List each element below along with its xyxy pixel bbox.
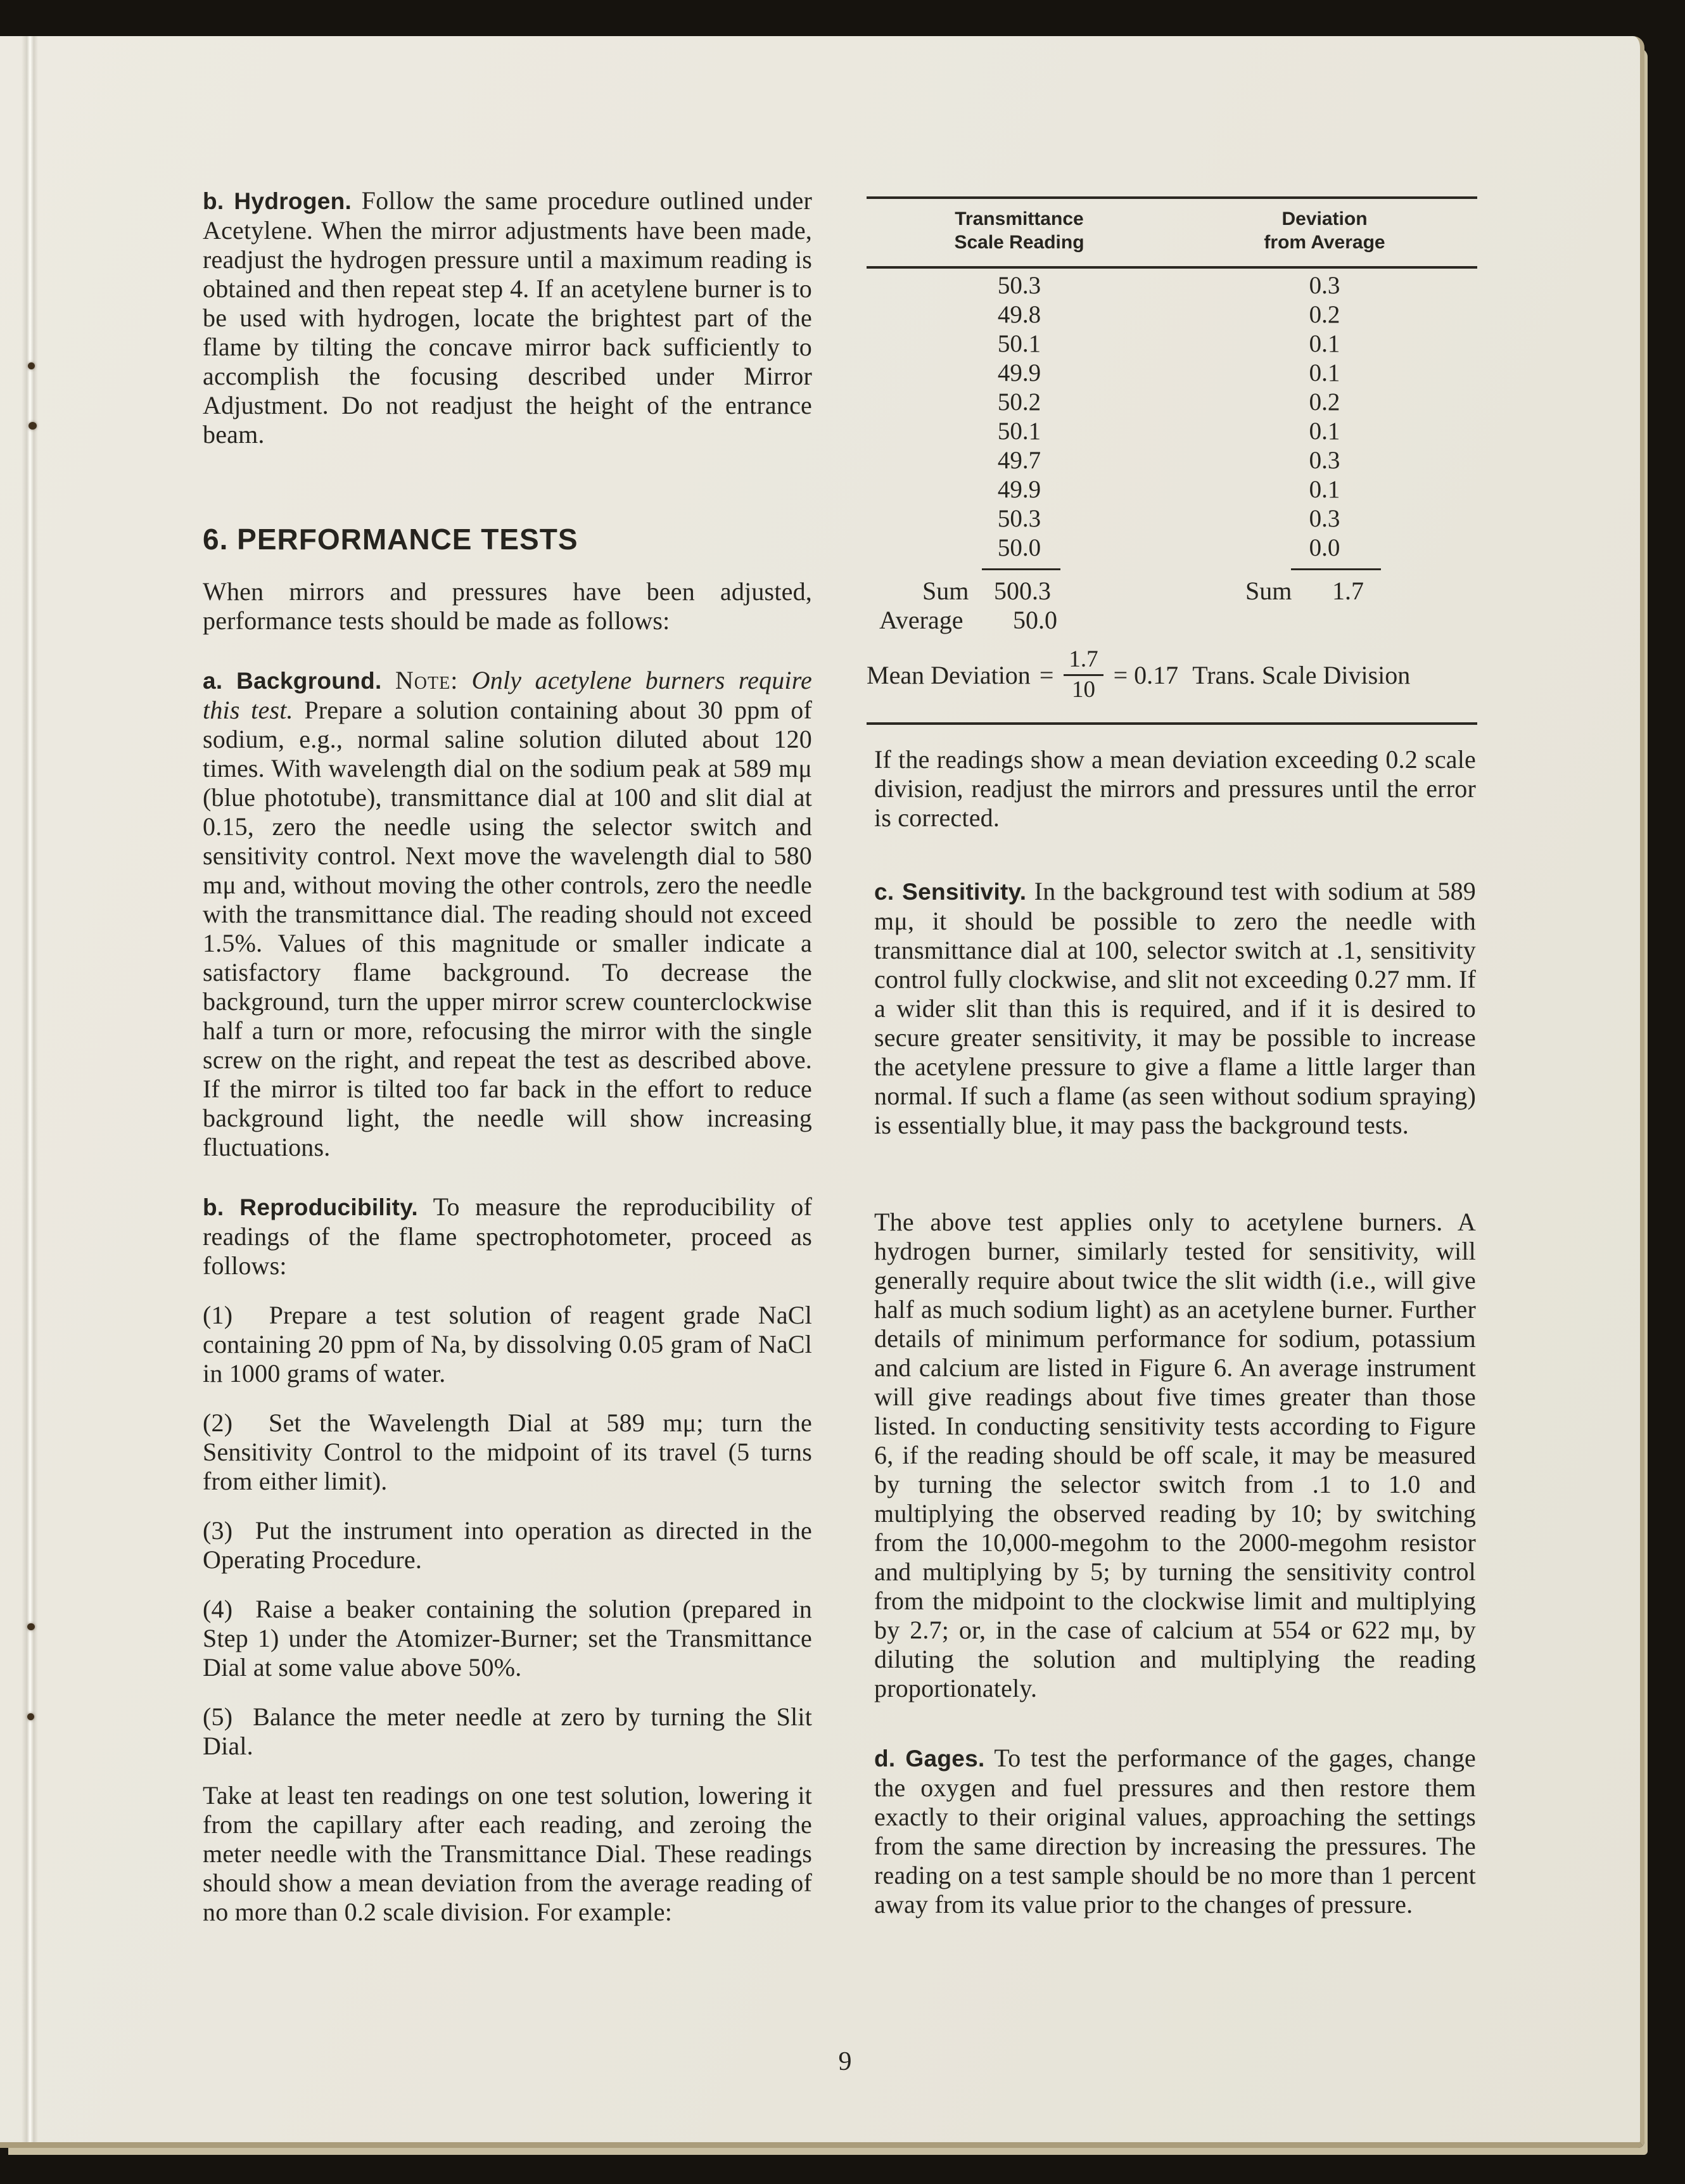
table-row: 50.3 0.3 — [997, 272, 1340, 299]
paragraph-lead-reproducibility: b. Reproducibility. — [203, 1194, 418, 1220]
paragraph-background — [203, 666, 812, 1162]
step-number: (5) — [203, 1702, 233, 1731]
table-rule-bottom — [867, 722, 1477, 725]
step-number: (3) — [203, 1516, 233, 1545]
fraction-numerator: 1.7 — [1064, 646, 1103, 676]
paragraph-lead-background: a. Background. — [203, 668, 382, 694]
sum-label: Sum — [1245, 577, 1292, 605]
paragraph-hydrogen — [203, 186, 812, 449]
page-number: 9 — [838, 2047, 852, 2076]
step-item-1 — [203, 1301, 812, 1388]
paragraph-hydrogen-text: Follow the same procedure outlined under Acetylene. When the mirror adjustments have been made, readjust the hydrogen pressure until a maximum reading is obtained and then repeat step 4. If an acetylene burner is to be used with hydrogen, locate the brightest part of the flame by tilting the concave mirror back sufficiently to accomplish the focusing described under Mirror Adjustment. Do not readjust the height of the entrance beam. — [203, 186, 812, 449]
binding-crease — [22, 36, 38, 2142]
average-label: Average — [879, 606, 963, 634]
step-item-2 — [203, 1408, 812, 1496]
fraction-denominator: 10 — [1072, 677, 1095, 703]
stitch-hole — [28, 362, 35, 369]
step-text: Raise a beaker containing the solution (prepared in Step 1) under the Atomizer-Burner; set the Transmittance Dial at some value above 50%. — [203, 1595, 812, 1682]
formula-unit: Trans. Scale Division — [1192, 661, 1411, 689]
table-header-row — [867, 199, 1477, 266]
paragraph-reproducibility-text: To measure the reproducibility of readings of the flame spectrophotometer, proceed as follows: — [203, 1192, 812, 1280]
step-text: Prepare a test solution of reagent grade NaCl containing 20 ppm of Na, by dissolving 0.05 gram of NaCl in 1000 grams of water. — [203, 1301, 812, 1388]
step-text: Balance the meter needle at zero by turning the Slit Dial. — [203, 1702, 813, 1760]
step-item-4 — [203, 1595, 812, 1682]
step-item-5 — [203, 1702, 812, 1761]
table-row: 50.1 0.1 — [997, 330, 1340, 357]
paragraph-intro: When mirrors and pressures have been adjusted, performance tests should be made as follows: — [203, 577, 812, 635]
formula-equals: = — [1039, 661, 1054, 689]
left-column — [203, 186, 812, 1927]
step-number: (2) — [203, 1408, 233, 1437]
paragraph-background-text: Prepare a solution containing about 30 ppm of sodium, e.g., normal saline solution diluted about 120 times. With wavelength dial on the sodium peak at 589 mμ (blue phototube), transmittance dial at 100 and slit dial at 0.15, zero the needle using the selector switch and sensitivity control. Next move the wavelength dial to 580 mμ and, without moving the other controls, zero the needle with the transmittance dial. The reading should not exceed 1.5%. Values of this magnitude or smaller indicate a satisfactory flame background. To decrease the background, turn the upper mirror screw counterclockwise half a turn or more, refocusing the mirror with the single screw on the right, and repeat the test as described above. If the mirror is tilted too far back in the effort to reduce background light, the needle will show increasing fluctuations. — [203, 696, 812, 1161]
table-header-transmittance: Transmittance Scale Reading — [954, 208, 1084, 253]
formula-fraction — [1064, 646, 1103, 704]
table-row: 49.7 0.3 — [997, 447, 1340, 474]
paragraph-lead-sensitivity: c. Sensitivity. — [874, 879, 1027, 905]
paragraph-reproducibility — [203, 1192, 812, 1280]
note-italic: Only acetylene burners require this test. — [203, 666, 812, 724]
table-sum-rules — [867, 563, 1477, 577]
table-header-deviation: Deviation from Average — [1264, 208, 1385, 253]
table-row: 49.8 0.2 — [997, 301, 1340, 328]
table-row: 49.9 0.1 — [997, 359, 1340, 386]
table-row: 50.1 0.1 — [997, 418, 1340, 445]
paragraph-above-test: The above test applies only to acetylene burners. A hydrogen burner, similarly tested for sensitivity, will generally require about twice the slit width (i.e., will give half as much sodium light) as an acetylene burner. Further details of minimum performance for sodium, potassium and calcium are listed in Figure 6. An average instrument will give readings about five times greater than those listed. In conducting sensitivity tests according to Figure 6, if the reading should be off scale, it may be measured by turning the selector switch from .1 to 1.0 and multiplying the observed reading by 10; by switching from the 10,000-megohm to the 2000-megohm resistor and multiplying by 5; by turning the sensitivity control from the midpoint to the clockwise limit and multiplying by 2.7; or, in the case of calcium at 554 or 622 mμ, by diluting the solution and multiplying the reading proportionately. — [874, 1208, 1476, 1702]
step-text: Set the Wavelength Dial at 589 mμ; turn the Sensitivity Control to the midpoint of its travel (5 turns from either limit). — [203, 1408, 812, 1495]
stitch-hole — [27, 1713, 34, 1720]
step-item-3 — [203, 1516, 812, 1574]
note-label: Note: — [395, 666, 459, 694]
paragraph-if-readings: If the readings show a mean deviation exceeding 0.2 scale division, readjust the mirrors and pressures until the error is corrected. — [874, 745, 1476, 832]
mean-deviation-formula — [867, 646, 1477, 704]
paragraph-gages-text: To test the performance of the gages, change the oxygen and fuel pressures and then restore them exactly to their original values, approaching the settings from the same direction by increasing the pressures. The reading on a test sample should be no more than 1 percent away from its value prior to the changes of pressure. — [874, 1744, 1477, 1919]
sum-value: 1.7 — [1332, 577, 1364, 605]
table-row: 50.0 0.0 — [997, 534, 1340, 561]
stitch-hole — [29, 422, 37, 430]
sum-label: Sum — [922, 577, 969, 605]
readings-table — [867, 196, 1477, 635]
stitch-hole — [27, 1623, 35, 1630]
table-sum-row — [867, 577, 1477, 606]
average-value: 50.0 — [1013, 606, 1057, 634]
paragraph-gages — [874, 1744, 1476, 1919]
sum-value: 500.3 — [994, 577, 1051, 605]
table-body — [867, 269, 1477, 563]
step-text: Put the instrument into operation as directed in the Operating Procedure. — [203, 1516, 812, 1574]
table-row: 50.3 0.3 — [997, 505, 1340, 532]
step-number: (1) — [203, 1301, 233, 1329]
formula-label: Mean Deviation — [867, 661, 1031, 689]
section-heading-performance-tests: 6. PERFORMANCE TESTS — [203, 523, 578, 556]
paragraph-sensitivity-text: In the background test with sodium at 589 mμ, it should be possible to zero the needle with transmittance dial at 100, selector switch at .1, sensitivity control fully clockwise, and slit not exceeding 0.27 mm. If a wider slit than this is required, and if it is desired to secure greater sensitivity, it may be possible to increase the acetylene pressure to give a flame a little larger than normal. If such a flame (as seen without sodium spraying) is essentially blue, it may pass the background tests. — [874, 877, 1476, 1139]
paragraph-lead-gages: d. Gages. — [874, 1746, 985, 1772]
paragraph-lead-hydrogen: b. Hydrogen. — [203, 188, 352, 214]
table-average-row — [867, 606, 1477, 635]
paragraph-sensitivity — [874, 877, 1476, 1140]
formula-result: = 0.17 — [1113, 661, 1179, 689]
step-number: (4) — [203, 1595, 233, 1623]
paragraph-closing: Take at least ten readings on one test solution, lowering it from the capillary after each reading, and zeroing the meter needle with the Transmittance Dial. These readings should show a mean deviation from the average reading of no more than 0.2 scale division. For example: — [203, 1781, 812, 1926]
table-row: 50.2 0.2 — [997, 388, 1340, 416]
table-row: 49.9 0.1 — [997, 476, 1340, 503]
